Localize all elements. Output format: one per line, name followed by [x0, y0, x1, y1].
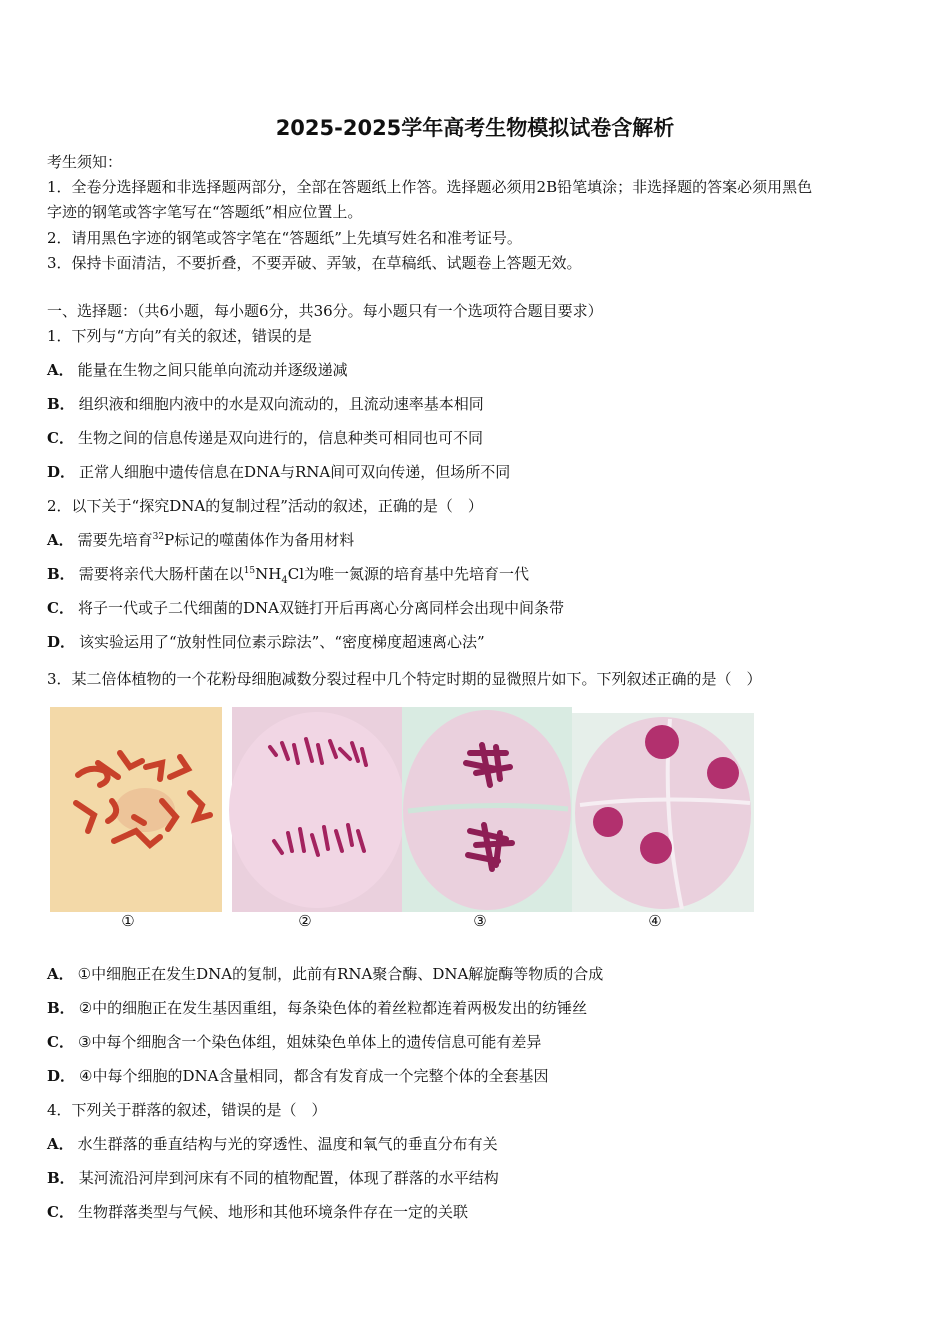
option-label: A．	[47, 531, 74, 549]
section-heading: 一、选择题：（共6小题，每小题6分，共36分。每小题只有一个选项符合题目要求）	[47, 302, 603, 320]
option-label: B．	[47, 999, 75, 1017]
option-text: 该实验运用了“放射性同位素示踪法”、“密度梯度超速离心法”	[79, 633, 485, 651]
question-1-option-a	[47, 360, 348, 380]
question-1-option-c	[47, 428, 483, 448]
notice-item-3: 3．保持卡面清洁，不要折叠，不要弄破、弄皱，在草稿纸、试题卷上答题无效。	[47, 254, 582, 272]
option-text: 正常人细胞中遗传信息在DNA与RNA间可双向传递，但场所不同	[79, 463, 511, 481]
question-3-stem: 3．某二倍体植物的一个花粉母细胞减数分裂过程中几个特定时期的显微照片如下。下列叙述正确的是（ ）	[47, 670, 762, 688]
option-text: P标记的噬菌体作为备用材料	[164, 531, 355, 549]
question-4-option-c	[47, 1202, 468, 1222]
option-text: ③中每个细胞含一个染色体组，姐妹染色单体上的遗传信息可能有差异	[77, 1033, 542, 1051]
option-text: 需要先培育	[77, 531, 153, 549]
option-text: ①中细胞正在发生DNA的复制，此前有RNA聚合酶、DNA解旋酶等物质的合成	[77, 965, 604, 983]
option-text: 生物之间的信息传递是双向进行的，信息种类可相同也可不同	[77, 429, 483, 447]
micrograph-panel-2	[229, 707, 405, 912]
question-2-option-b	[47, 564, 529, 584]
option-text: ②中的细胞正在发生基因重组，每条染色体的着丝粒都连着两极发出的纺锤丝	[78, 999, 588, 1017]
question-3-option-c	[47, 1032, 541, 1052]
question-3-option-a	[47, 964, 603, 984]
option-label: D．	[47, 463, 76, 481]
micrograph-panel-1	[50, 707, 222, 912]
option-text: ④中每个细胞的DNA含量相同，都含有发育成一个完整个体的全套基因	[79, 1067, 549, 1085]
option-text: Cl为唯一氮源的培育基中先培育一代	[287, 565, 530, 583]
question-4-option-a	[47, 1134, 498, 1154]
option-label: D．	[47, 633, 76, 651]
option-text: 生物群落类型与气候、地形和其他环境条件存在一定的关联	[77, 1203, 468, 1221]
option-label: C．	[47, 429, 74, 447]
option-text: 水生群落的垂直结构与光的穿透性、温度和氧气的垂直分布有关	[77, 1135, 498, 1153]
option-text: 需要将亲代大肠杆菌在以	[78, 565, 244, 583]
option-label: C．	[47, 1203, 74, 1221]
micrograph-label-3: ③	[473, 912, 487, 930]
micrograph-panel-3	[402, 707, 572, 912]
option-text: NH	[255, 565, 282, 583]
option-label: C．	[47, 1033, 74, 1051]
question-2-option-c	[47, 598, 564, 618]
option-text: 能量在生物之间只能单向流动并逐级递减	[77, 361, 348, 379]
isotope-superscript: 32	[152, 532, 165, 542]
option-text: 某河流沿河岸到河床有不同的植物配置，体现了群落的水平结构	[78, 1169, 499, 1187]
option-label: B．	[47, 395, 75, 413]
question-3-option-d	[47, 1066, 548, 1086]
option-label: D．	[47, 1067, 76, 1085]
question-2-option-a	[47, 530, 354, 550]
question-4-stem: 4．下列关于群落的叙述，错误的是（ ）	[47, 1101, 327, 1119]
question-1-stem: 1．下列与“方向”有关的叙述，错误的是	[47, 327, 312, 345]
option-text: 将子一代或子二代细菌的DNA双链打开后再离心分离同样会出现中间条带	[77, 599, 564, 617]
option-label: A．	[47, 1135, 74, 1153]
question-1-option-d	[47, 462, 510, 482]
page-title: 2025-2025学年高考生物模拟试卷含解析	[275, 116, 675, 140]
question-1-option-b	[47, 394, 484, 414]
micrograph-label-4: ④	[648, 912, 662, 930]
formula-subscript: 4	[281, 575, 288, 586]
option-text: 组织液和细胞内液中的水是双向流动的，且流动速率基本相同	[78, 395, 484, 413]
option-label: A．	[47, 965, 74, 983]
option-label: A．	[47, 361, 74, 379]
question-2-stem: 2．以下关于“探究DNA的复制过程”活动的叙述，正确的是（ ）	[47, 497, 483, 515]
option-label: B．	[47, 1169, 75, 1187]
notice-item-2: 2．请用黑色字迹的钢笔或答字笔在“答题纸”上先填写姓名和准考证号。	[47, 229, 522, 247]
micrograph-panel-4	[572, 713, 754, 912]
notice-item-1: 1．全卷分选择题和非选择题两部分，全部在答题纸上作答。选择题必须用2B铅笔填涂；非选择题的答案必须用黑色	[47, 178, 813, 196]
notice-heading: 考生须知：	[47, 153, 123, 171]
option-label: C．	[47, 599, 74, 617]
notice-item-1-cont: 字迹的钢笔或答字笔写在“答题纸”相应位置上。	[47, 203, 363, 221]
question-3-option-b	[47, 998, 587, 1018]
micrograph-label-2: ②	[298, 912, 312, 930]
micrograph-figure	[50, 705, 760, 920]
question-2-option-d	[47, 632, 485, 652]
option-label: B．	[47, 565, 75, 583]
micrograph-label-1: ①	[121, 912, 135, 930]
isotope-superscript: 15	[243, 566, 256, 576]
question-4-option-b	[47, 1168, 499, 1188]
